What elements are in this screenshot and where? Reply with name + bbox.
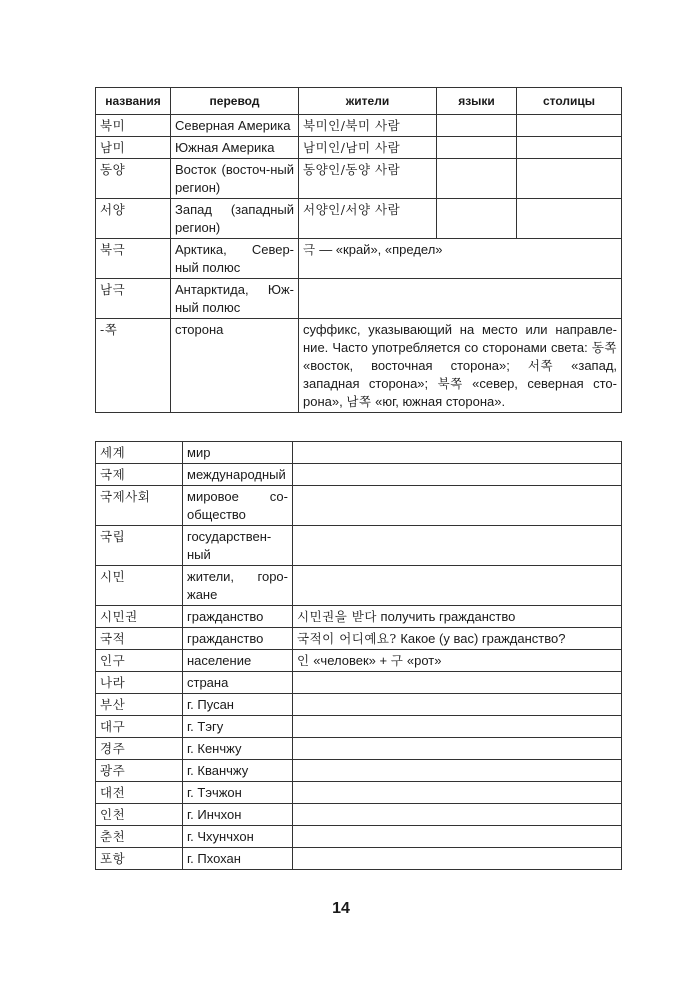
note-cell [293,606,622,628]
residents-cell: 동양인/동양 사람 [299,159,437,199]
word-cell: 대전 [96,782,183,804]
note-text: получить гражданство [376,609,516,624]
translation-cell: мир [183,442,293,464]
header-capitals: столицы [517,88,622,115]
translation-cell: г. Пхохан [183,848,293,870]
translation-cell: гражданство [183,606,293,628]
table-row [96,279,622,319]
word-cell: 국제 [96,464,183,486]
note-cell [299,319,622,413]
translation-cell: мировое со-общество [183,486,293,526]
translation-cell: Южная Америка [171,137,299,159]
note-cell [293,694,622,716]
table-header-row [96,88,622,115]
note-cell [293,526,622,566]
languages-cell [437,159,517,199]
general-vocabulary-table [95,441,622,870]
translation-cell: г. Пусан [183,694,293,716]
note-cell [293,486,622,526]
table-row [96,159,622,199]
note-korean: 극 [303,242,316,257]
note-text: — «край», «предел» [315,242,443,257]
word-cell: 국립 [96,526,183,566]
table-row [96,526,622,566]
table-row [96,694,622,716]
note-cell [299,239,622,279]
residents-cell: 서양인/서양 사람 [299,199,437,239]
word-cell: 포항 [96,848,183,870]
note-text: «запад, западная сторона»; [303,358,618,391]
table-row [96,782,622,804]
languages-cell [437,137,517,159]
note-cell [293,628,622,650]
table-row [96,826,622,848]
note-korean: 북쪽 [437,376,463,391]
word-cell: 국적 [96,628,183,650]
translation-cell: г. Инчхон [183,804,293,826]
word-cell: 북극 [96,239,171,279]
table-row [96,606,622,628]
word-cell: -쪽 [96,319,171,413]
word-cell: 경주 [96,738,183,760]
table-row [96,628,622,650]
translation-cell: Северная Америка [171,115,299,137]
note-cell [293,738,622,760]
table-row [96,566,622,606]
residents-cell: 북미인/북미 사람 [299,115,437,137]
word-cell: 인구 [96,650,183,672]
word-cell: 광주 [96,760,183,782]
translation-cell: г. Кванчжу [183,760,293,782]
note-korean: 인 [297,653,310,668]
note-text: «восток, восточная сторона»; [303,358,528,373]
table-row [96,115,622,137]
capitals-cell [517,199,622,239]
translation-cell: Запад (западный регион) [171,199,299,239]
table-row [96,199,622,239]
word-cell: 춘천 [96,826,183,848]
note-cell [293,650,622,672]
translation-cell: г. Чхунчхон [183,826,293,848]
word-cell: 대구 [96,716,183,738]
note-text: «рот» [403,653,442,668]
word-cell: 부산 [96,694,183,716]
word-cell: 남극 [96,279,171,319]
table-row [96,137,622,159]
note-cell [293,848,622,870]
word-cell: 나라 [96,672,183,694]
note-cell [293,672,622,694]
word-cell: 남미 [96,137,171,159]
word-cell: 동양 [96,159,171,199]
capitals-cell [517,115,622,137]
note-korean: 국적이 어디예요? [297,631,397,646]
note-text: «север, северная сто-рона», [303,376,617,409]
word-cell: 북미 [96,115,171,137]
note-korean: 구 [390,653,404,668]
note-cell [293,826,622,848]
note-text: «юг, южная сторона». [371,394,506,409]
table-row [96,319,622,413]
note-cell [293,566,622,606]
table-row [96,716,622,738]
note-text: суффикс, указывающий на место или направле-ние. Часто употребляется со сторонами света: [303,322,617,355]
translation-cell: Антарктида, Юж-ный полюс [171,279,299,319]
table-row [96,672,622,694]
translation-cell: г. Тэчжон [183,782,293,804]
note-korean: 서쪽 [527,358,554,373]
capitals-cell [517,137,622,159]
note-cell [299,279,622,319]
table-row [96,650,622,672]
table-row [96,442,622,464]
page-number: 14 [332,900,350,917]
translation-cell: гражданство [183,628,293,650]
translation-cell: г. Кенчжу [183,738,293,760]
languages-cell [437,199,517,239]
word-cell: 시민 [96,566,183,606]
word-cell: 국제사회 [96,486,183,526]
note-cell [293,782,622,804]
word-cell: 세계 [96,442,183,464]
note-text: Какое (у вас) гражданство? [396,631,566,646]
table-row [96,486,622,526]
note-text: «человек» + [309,653,391,668]
translation-cell: население [183,650,293,672]
translation-cell: Восток (восточ-ный регион) [171,159,299,199]
table-row [96,848,622,870]
countries-vocabulary-table [95,87,622,413]
header-residents: жители [299,88,437,115]
note-cell [293,760,622,782]
translation-cell: жители, горо-жане [183,566,293,606]
translation-cell: Арктика, Север-ный полюс [171,239,299,279]
note-cell [293,804,622,826]
table-row [96,239,622,279]
languages-cell [437,115,517,137]
capitals-cell [517,159,622,199]
word-cell: 인천 [96,804,183,826]
translation-cell: государствен-ный [183,526,293,566]
note-korean: 동쪽 [591,340,617,355]
translation-cell: страна [183,672,293,694]
translation-cell: международный [183,464,293,486]
table-row [96,804,622,826]
table-row [96,464,622,486]
note-korean: 남쪽 [346,394,372,409]
header-translation: перевод [171,88,299,115]
translation-cell: г. Тэгу [183,716,293,738]
note-cell [293,716,622,738]
word-cell: 서양 [96,199,171,239]
table-row [96,760,622,782]
translation-cell: сторона [171,319,299,413]
header-languages: языки [437,88,517,115]
note-korean: 시민권을 받다 [297,609,377,624]
word-cell: 시민권 [96,606,183,628]
note-cell [293,464,622,486]
table-row [96,738,622,760]
header-names: названия [96,88,171,115]
residents-cell: 남미인/남미 사람 [299,137,437,159]
note-cell [293,442,622,464]
